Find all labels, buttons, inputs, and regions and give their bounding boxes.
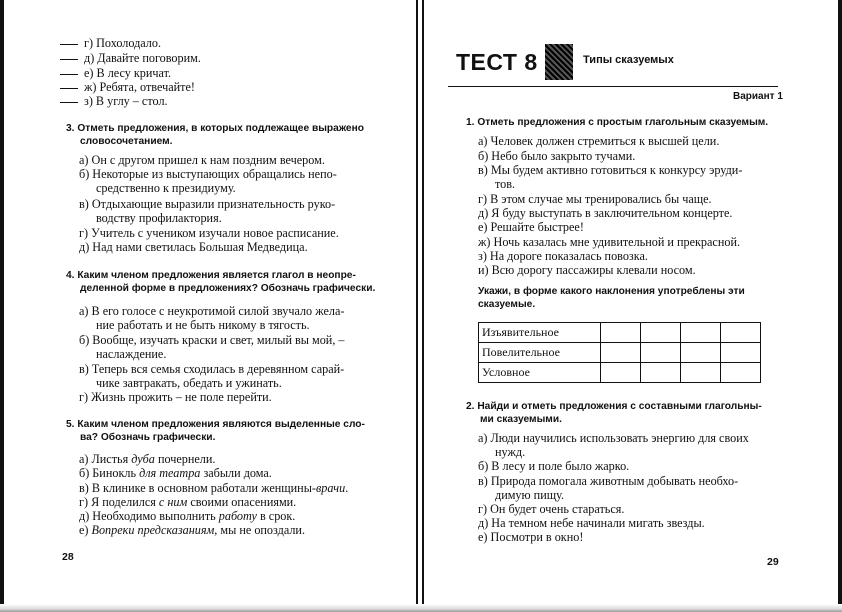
q2-title: 2. Найди и отметь предложения с составными глагольны-	[466, 401, 762, 412]
mood-question: Укажи, в форме какого наклонения употреблены эти	[478, 286, 745, 297]
answer-cell[interactable]	[681, 343, 721, 363]
q3-option: б) Некоторые из выступающих обращались непо-	[79, 167, 337, 181]
q5-title-cont: ва? Обозначь графически.	[80, 432, 216, 443]
test-topic: Типы сказуемых	[583, 54, 674, 66]
q1-option: д) Я буду выступать в заключительном концерте.	[478, 206, 733, 220]
answer-cell[interactable]	[721, 323, 761, 343]
q1-option: е) Решайте быстрее!	[478, 220, 584, 234]
q3-option: д) Над нами светилась Большая Медведица.	[79, 240, 308, 254]
answer-item-d: д) Давайте поговорим.	[60, 51, 201, 65]
book-gutter	[416, 0, 426, 612]
mood-label: Повелительное	[479, 343, 601, 363]
answer-cell[interactable]	[641, 363, 681, 383]
q2-option: б) В лесу и поле было жарко.	[478, 459, 630, 473]
test-title: ТЕСТ 8	[456, 49, 538, 75]
q4-option: в) Теперь вся семья сходилась в деревянном сарай-	[79, 362, 345, 376]
q2-title-cont: ми сказуемыми.	[480, 414, 562, 425]
answer-cell[interactable]	[641, 343, 681, 363]
q2-option: а) Люди научились использовать энергию для своих	[478, 431, 749, 445]
header-divider	[448, 86, 778, 87]
page-number-left: 28	[62, 551, 74, 563]
q5-option-c: в) В клинике в основном работали женщины-врачи.	[79, 481, 349, 495]
q2-option-cont: димую пищу.	[495, 488, 565, 502]
q1-option-cont: тов.	[495, 177, 516, 191]
q4-option: б) Вообще, изучать краски и свет, милый вы мой, –	[79, 333, 345, 347]
q5-option-b: б) Бинокль для театра забыли дома.	[79, 466, 272, 480]
q1-option: и) Всю дорогу пассажиры клевали носом.	[478, 263, 696, 277]
answer-cell[interactable]	[601, 363, 641, 383]
q3-option: г) Учитель с учеником изучали новое расписание.	[79, 226, 339, 240]
mood-label: Условное	[479, 363, 601, 383]
q3-option: а) Он с другом пришел к нам поздним вечером.	[79, 153, 325, 167]
answer-blank[interactable]	[60, 102, 78, 103]
answer-blank[interactable]	[60, 59, 78, 60]
q1-title: 1. Отметь предложения с простым глагольным сказуемым.	[466, 117, 769, 128]
answer-item-e: е) В лесу кричат.	[60, 66, 171, 80]
test-emblem-icon	[545, 44, 573, 80]
q1-option: в) Мы будем активно готовиться к конкурсу эруди-	[478, 163, 743, 177]
table-row	[479, 323, 761, 343]
q4-option: г) Жизнь прожить – не поле перейти.	[79, 390, 272, 404]
answer-cell[interactable]	[721, 343, 761, 363]
table-row	[479, 363, 761, 383]
page-bottom-shadow	[0, 604, 842, 612]
q2-option: г) Он будет очень стараться.	[478, 502, 625, 516]
q4-title-cont: деленной форме в предложениях? Обозначь графически.	[80, 283, 376, 294]
q5-option-a: а) Листья дуба почернели.	[79, 452, 216, 466]
q3-option-cont: водству профилактория.	[96, 211, 222, 225]
q2-option-cont: нужд.	[495, 445, 526, 459]
q5-option-e: д) Необходимо выполнить работу в срок.	[79, 509, 296, 523]
q4-option-cont: наслаждение.	[96, 347, 167, 361]
answer-item-g: г) Похолодало.	[60, 36, 161, 50]
q1-option: а) Человек должен стремиться к высшей цели.	[478, 134, 720, 148]
q4-option-cont: ние работать и не быть никому в тягость.	[96, 318, 310, 332]
q1-option: б) Небо было закрыто тучами.	[478, 149, 636, 163]
q3-title-cont: словосочетанием.	[80, 136, 173, 147]
q5-title: 5. Каким членом предложения являются выделенные сло-	[66, 419, 365, 430]
answer-cell[interactable]	[601, 343, 641, 363]
answer-cell[interactable]	[721, 363, 761, 383]
q4-option-cont: чике завтракать, обедать и ужинать.	[96, 376, 282, 390]
answer-item-z: з) В углу – стол.	[60, 94, 168, 108]
q1-option: ж) Ночь казалась мне удивительной и прекрасной.	[478, 235, 741, 249]
q2-option: д) На темном небе начинали мигать звезды.	[478, 516, 705, 530]
q4-title: 4. Каким членом предложения является глагол в неопре-	[66, 270, 356, 281]
q2-option: е) Посмотри в окно!	[478, 530, 584, 544]
answer-blank[interactable]	[60, 44, 78, 45]
q2-option: в) Природа помогала животным добывать необхо-	[478, 474, 739, 488]
mood-table	[478, 322, 761, 383]
mood-label: Изъявительное	[479, 323, 601, 343]
q3-title: 3. Отметь предложения, в которых подлежащее выражено	[66, 123, 364, 134]
answer-cell[interactable]	[681, 363, 721, 383]
page-number-right: 29	[767, 556, 779, 568]
q3-option: в) Отдыхающие выразили признательность руко-	[79, 197, 336, 211]
answer-cell[interactable]	[681, 323, 721, 343]
answer-blank[interactable]	[60, 88, 78, 89]
table-row	[479, 343, 761, 363]
answer-cell[interactable]	[601, 323, 641, 343]
q5-option-f: е) Вопреки предсказаниям, мы не опоздали.	[79, 523, 305, 537]
q4-option: а) В его голосе с неукротимой силой звучало жела-	[79, 304, 345, 318]
answer-item-zh: ж) Ребята, отвечайте!	[60, 80, 195, 94]
answer-blank[interactable]	[60, 74, 78, 75]
mood-question-cont: сказуемые.	[478, 299, 536, 310]
answer-cell[interactable]	[641, 323, 681, 343]
variant-label: Вариант 1	[733, 91, 783, 102]
q3-option-cont: средственно к президиуму.	[96, 181, 236, 195]
q5-option-d: г) Я поделился с ним своими опасениями.	[79, 495, 297, 509]
q1-option: г) В этом случае мы тренировались бы чаще.	[478, 192, 712, 206]
q1-option: з) На дороге показалась повозка.	[478, 249, 648, 263]
